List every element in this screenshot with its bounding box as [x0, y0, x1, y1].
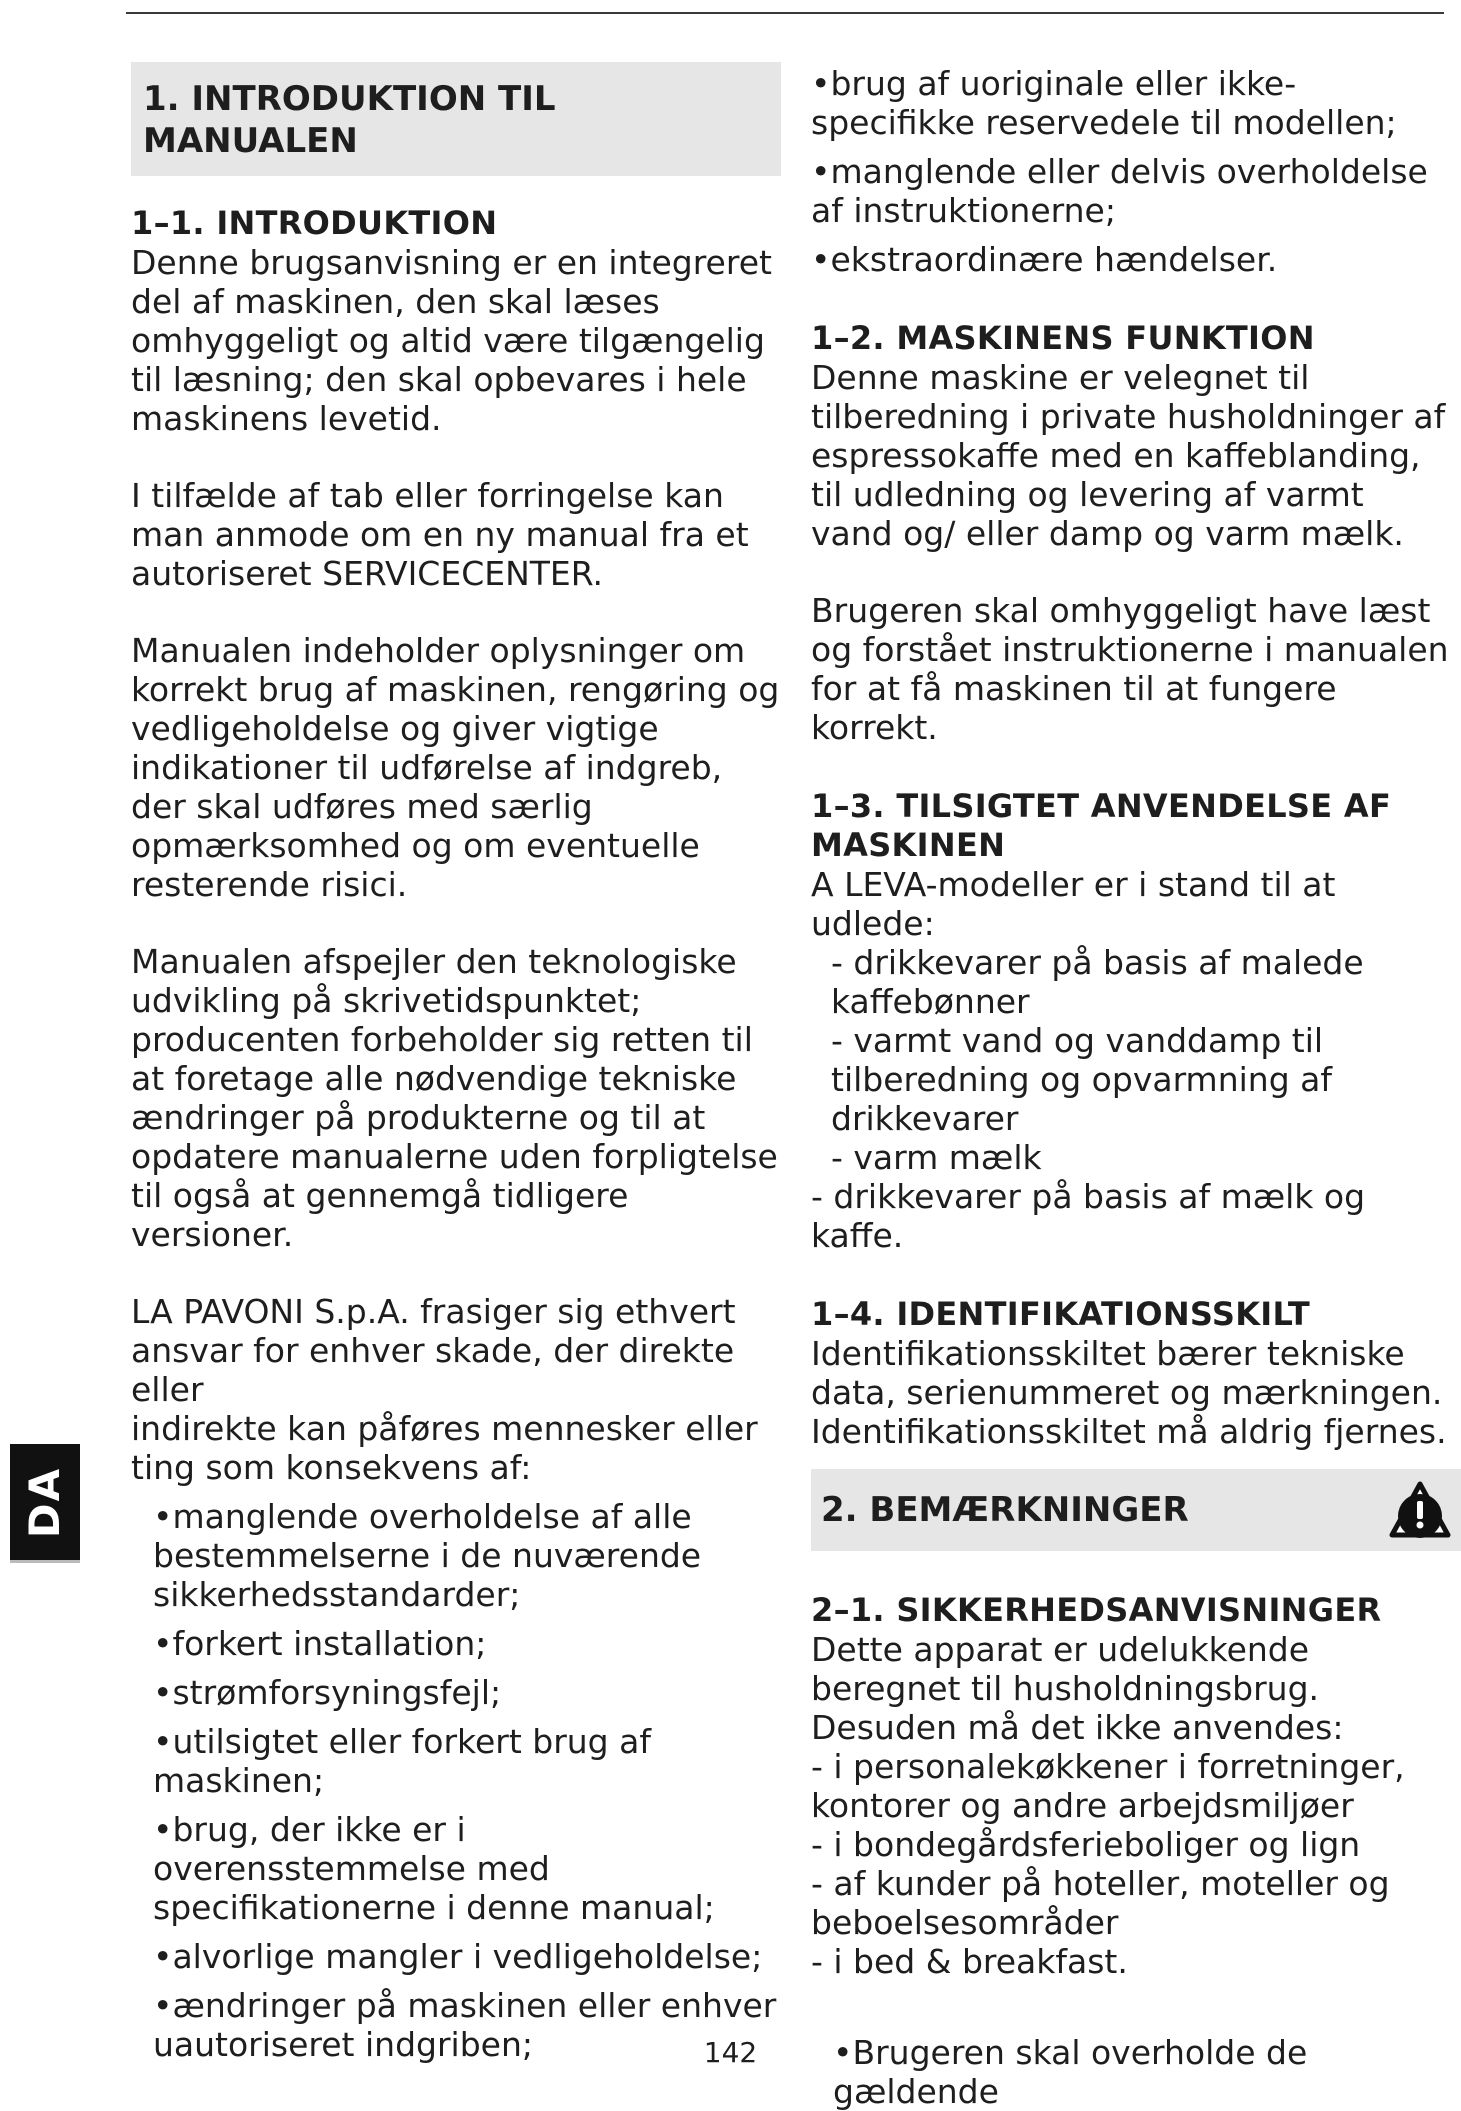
language-tab-label: DA [20, 1466, 70, 1538]
list-item: - i bed & breakfast. [811, 1942, 1128, 1981]
list-item: •strømforsyningsfejl; [153, 1673, 502, 1712]
paragraph-intro: Denne brugsanvisning er en integreret del af maskinen, den skal læses omhyggeligt og altid være tilgængelig til læsning; den skal opbevares i hele maskinens levetid. [131, 243, 772, 438]
section-2-title-bar [811, 1469, 1461, 1551]
list-item: •ekstraordinære hændelser. [811, 240, 1278, 279]
language-tab [10, 1444, 80, 1560]
paragraph-disclaimer-2: indirekte kan påføres mennesker eller ting som konsekvens af: [131, 1409, 758, 1487]
paragraph-disclaimer-1: LA PAVONI S.p.A. frasiger sig ethvert ansvar for enhver skade, der direkte eller [131, 1292, 736, 1409]
paragraph-manual-contents: Manualen indeholder oplysninger om korrekt brug af maskinen, rengøring og vedligeholdelse og giver vigtige indikationer til udførelse af indgreb, der skal udføres med særlig opmærksomhed og om eventuelle resterende risici. [131, 631, 780, 904]
paragraph-machine-function: Denne maskine er velegnet til tilberedning i private husholdninger af espressokaffe med en kaffeblanding, til udledning og levering af varmt vand og/ eller damp og varm mælk. [811, 358, 1446, 553]
heading-1-4: 1–4. IDENTIFIKATIONSSKILT [811, 1295, 1311, 1333]
list-item: •manglende overholdelse af alle bestemmelserne i de nuværende sikkerhedsstandarder; [153, 1497, 702, 1614]
list-item: •manglende eller delvis overholdelse af instruktionerne; [811, 152, 1428, 230]
list-item: •ændringer på maskinen eller enhver uautoriseret indgriben; [153, 1986, 777, 2064]
top-rule [126, 12, 1444, 14]
paragraph-intended-use: A LEVA-modeller er i stand til at udlede: [811, 865, 1336, 943]
warning-icon [1389, 1481, 1451, 1539]
list-item: - varm mælk [831, 1138, 1042, 1177]
list-item: •alvorlige mangler i vedligeholdelse; [153, 1937, 763, 1976]
page-number: 142 [703, 2036, 758, 2069]
paragraph-technology: Manualen afspejler den teknologiske udvikling på skrivetidspunktet; producenten forbeholder sig retten til at foretage alle nødvendige tekniske ændringer på produkterne og til at opdatere manualerne uden forpligtelse til også at gennemgå tidligere versioner. [131, 942, 778, 1254]
heading-1-1: 1–1. INTRODUKTION [131, 204, 498, 242]
heading-2-1: 2–1. SIKKERHEDSANVISNINGER [811, 1591, 1382, 1629]
section-2-title: 2. BEMÆRKNINGER [821, 1490, 1189, 1530]
list-item: - varmt vand og vanddamp til tilberedning og opvarmning af drikkevarer [831, 1021, 1332, 1138]
list-item: •brug af uoriginale eller ikke-specifikke reservedele til modellen; [811, 64, 1397, 142]
list-item: - af kunder på hoteller, moteller og beboelsesområder [811, 1864, 1390, 1942]
list-item: - drikkevarer på basis af mælk og kaffe. [811, 1177, 1366, 1255]
list-item: - i personalekøkkener i forretninger, kontorer og andre arbejdsmiljøer [811, 1747, 1405, 1825]
list-item: •Brugeren skal overholde de gældende [833, 2033, 1308, 2111]
continued-bullet-list [811, 64, 1451, 279]
language-tab-underline [10, 1560, 80, 1563]
list-item: •forkert installation; [153, 1624, 487, 1663]
list-item: - i bondegårdsferieboliger og lign [811, 1825, 1361, 1864]
paragraph-safety: Dette apparat er udelukkende beregnet til husholdningsbrug. Desuden må det ikke anvendes: [811, 1630, 1344, 1747]
paragraph-identification-plate: Identifikationsskiltet bærer tekniske data, serienummeret og mærkningen. Identifikationsskiltet må aldrig fjernes. [811, 1334, 1447, 1451]
section-1-title: 1. INTRODUKTION TIL MANUALEN [131, 62, 781, 176]
disclaimer-bullet-list [131, 1497, 781, 2064]
left-column [131, 62, 781, 2064]
list-item: •brug, der ikke er i overensstemmelse med specifikationerne i denne manual; [153, 1810, 715, 1927]
heading-1-2: 1–2. MASKINENS FUNKTION [811, 319, 1315, 357]
list-item: •utilsigtet eller forkert brug af maskinen; [153, 1722, 651, 1800]
paragraph-lost-manual: I tilfælde af tab eller forringelse kan man anmode om en ny manual fra et autoriseret SERVICECENTER. [131, 476, 749, 593]
list-item: - drikkevarer på basis af malede kaffebønner [831, 943, 1364, 1021]
right-column [811, 64, 1451, 2111]
paragraph-user-instructions: Brugeren skal omhyggeligt have læst og forstået instruktionerne i manualen for at få maskinen til at fungere korrekt. [811, 591, 1449, 747]
heading-1-3: 1–3. TILSIGTET ANVENDELSE AF MASKINEN [811, 787, 1392, 864]
